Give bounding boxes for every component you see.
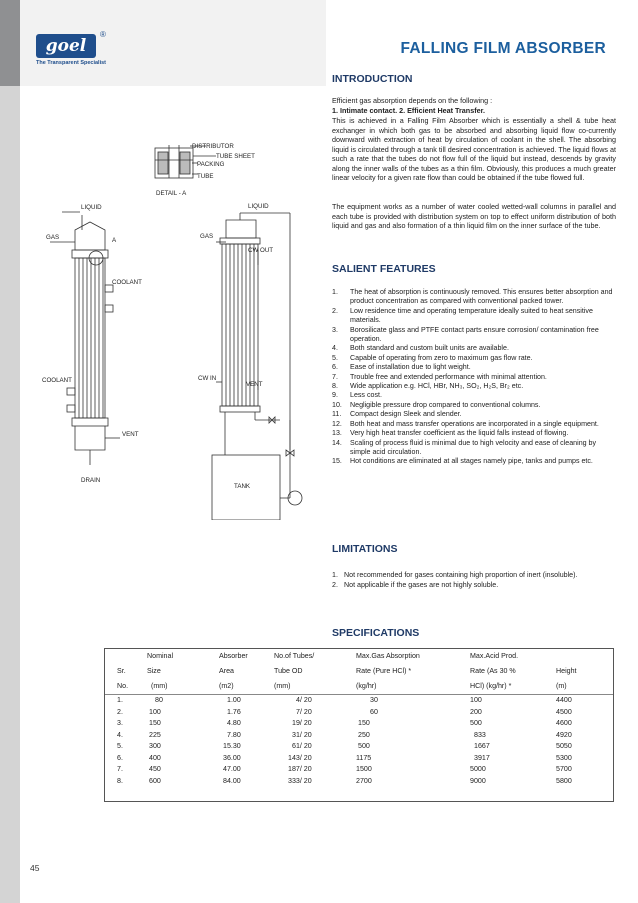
item-text: Not recommended for gases containing high proportion of inert (insoluble). [344, 571, 578, 579]
right-absorber-drawing [212, 213, 302, 520]
table-cell: 7. [117, 765, 123, 773]
list-item [332, 373, 616, 382]
item-number: 2. [332, 306, 338, 315]
label-cw-out: CW OUT [248, 247, 274, 254]
table-cell: 15.30 [223, 742, 241, 750]
label-drain: DRAIN [81, 477, 101, 484]
header-cell: (mm) [151, 682, 168, 690]
table-cell: 5700 [556, 765, 572, 773]
item-number: 7. [332, 372, 338, 381]
table-header-row [105, 664, 613, 679]
label-vent-left: VENT [122, 431, 139, 438]
item-number: 9. [332, 391, 338, 400]
table-cell: 7.80 [227, 730, 241, 739]
table-cell: 450 [149, 765, 161, 773]
list-item [332, 363, 616, 372]
table-cell: 4.80 [227, 719, 241, 727]
table-cell: 100 [470, 696, 482, 704]
item-text: Less cost. [350, 391, 382, 400]
item-number: 6. [332, 363, 338, 372]
header-cell: (mm) [274, 682, 291, 690]
table-cell: 4920 [556, 730, 572, 739]
introduction-points: 1. Intimate contact. 2. Efficient Heat Transfer. [332, 106, 485, 115]
item-number: 5. [332, 353, 338, 362]
header-cell: (kg/hr) [356, 682, 377, 690]
table-cell: 60 [370, 707, 378, 716]
item-text: Both standard and custom built units are available. [350, 344, 509, 353]
brand-tagline: The Transparent Specialist [36, 60, 106, 66]
item-text: Trouble free and extended performance with minimal attention. [350, 372, 547, 381]
list-item [332, 307, 616, 326]
specifications-table [105, 649, 613, 787]
label-detail-a: DETAIL - A [156, 190, 187, 197]
table-cell: 500 [470, 719, 482, 727]
table-cell: 36.00 [223, 753, 241, 762]
label-coolant-bottom: COOLANT [42, 377, 72, 384]
table-cell: 31/ 20 [292, 730, 312, 739]
table-cell: 3917 [474, 753, 490, 762]
table-cell: 300 [149, 742, 161, 750]
features-heading: SALIENT FEATURES [332, 263, 436, 275]
table-cell: 80 [155, 696, 163, 704]
item-number: 4. [332, 344, 338, 353]
label-tube-sheet: TUBE SHEET [216, 153, 255, 160]
sidebar-accent [0, 0, 20, 86]
item-number: 11. [332, 410, 342, 419]
header-cell: Max.Gas Absorption [356, 652, 420, 660]
header-cell: Tube OD [274, 667, 303, 675]
label-cw-in: CW IN [198, 375, 217, 382]
table-row [105, 753, 613, 765]
header-cell: Rate (Pure HCl) * [356, 667, 412, 675]
header-cell: Absorber [219, 652, 248, 660]
limitations-heading: LIMITATIONS [332, 543, 398, 555]
list-item [332, 401, 616, 410]
table-row [105, 730, 613, 742]
item-number: 3. [332, 325, 338, 334]
item-text: The heat of absorption is continuously removed. This ensures better absorption and product concentration as compared with conventional packed tower. [350, 288, 613, 306]
table-cell: 30 [370, 696, 378, 704]
company-logo [36, 30, 106, 58]
table-cell: 3. [117, 719, 123, 727]
header-cell [556, 649, 613, 664]
table-cell: 4400 [556, 696, 572, 704]
sidebar-strip [0, 0, 20, 903]
table-cell: 100 [149, 707, 161, 716]
table-cell: 187/ 20 [288, 765, 312, 773]
header-cell: (m2) [219, 682, 234, 690]
page-number: 45 [30, 863, 40, 873]
header-cell [105, 649, 147, 664]
table-cell: 1175 [356, 753, 372, 762]
item-number: 10. [332, 400, 342, 409]
label-distributor: DISTRIBUTOR [192, 143, 234, 150]
table-row [105, 764, 613, 776]
list-item [332, 570, 622, 580]
table-cell: 47.00 [223, 765, 241, 773]
list-item [332, 429, 616, 438]
table-cell: 19/ 20 [292, 719, 312, 727]
item-text: Borosilicate glass and PTFE contact parts ensure corrosion/ contamination free operation. [350, 325, 599, 344]
table-cell: 250 [358, 730, 370, 739]
item-number: 2. [332, 581, 338, 589]
registered-mark: ® [100, 30, 106, 39]
introduction-paragraph-1: This is achieved in a Falling Film Absorber which is essentially a shell & tube heat exchanger in which both gas to be absorbed and absorbing liquid flow co-currently downward with extraction of heat by circulation of coolant in the shell. The absorbing liquid is circulated through a tank till desired concentration is achieved. The liquid flows at such a rate that the tubes do not flow full of the liquid but instead, descends by gravity along the inner walls of the tubes as a thin film. Obviously, this produces a much greater linear velocity for a given rate flow than could be obtained if the tube flowed full. [332, 116, 616, 182]
item-text: Very high heat transfer coefficient as the liquid falls instead of flowing. [350, 429, 569, 438]
item-text: Capable of operating from zero to maximum gas flow rate. [350, 353, 533, 362]
item-text: Wide application e.g. HCl, HBr, NH₃, SO₂, H₂S, Br₂ etc. [350, 382, 524, 391]
specifications-heading: SPECIFICATIONS [332, 627, 420, 639]
label-a: A [112, 237, 117, 244]
item-text: Low residence time and operating temperature ideally suited to heat sensitive materials. [350, 306, 593, 325]
header-cell: No.of Tubes/ [274, 652, 315, 660]
table-cell: 5000 [470, 765, 486, 773]
item-number: 14. [332, 438, 342, 447]
label-packing: PACKING [197, 161, 225, 168]
absorber-diagram [20, 120, 320, 520]
label-gas-left: GAS [46, 234, 60, 241]
table-cell: 1667 [474, 742, 490, 750]
features-list [332, 288, 616, 467]
introduction-heading: INTRODUCTION [332, 73, 413, 85]
table-cell: 5. [117, 742, 123, 750]
list-item [332, 439, 616, 458]
table-cell: 5050 [556, 742, 572, 750]
limitations-list [332, 570, 622, 590]
table-cell: 1.00 [227, 696, 241, 704]
item-number: 15. [332, 457, 342, 466]
table-cell: 150 [149, 719, 161, 727]
item-number: 13. [332, 429, 342, 438]
table-cell: 8. [117, 776, 123, 785]
item-number: 1. [332, 571, 338, 579]
table-cell: 333/ 20 [288, 776, 312, 785]
table-cell: 2700 [356, 776, 372, 785]
list-item [332, 391, 616, 400]
item-text: Not applicable if the gases are not highly soluble. [344, 581, 499, 589]
list-item [332, 354, 616, 363]
table-cell: 500 [358, 742, 370, 750]
table-cell: 9000 [470, 776, 486, 785]
page-title: FALLING FILM ABSORBER [400, 40, 606, 57]
table-row [105, 776, 613, 788]
list-item [332, 580, 622, 590]
header-cell: (m) [556, 682, 567, 690]
label-tube: TUBE [197, 173, 214, 180]
table-cell: 4600 [556, 719, 572, 727]
list-item [332, 457, 616, 466]
table-header-row [105, 679, 613, 694]
introduction-paragraph-2: The equipment works as a number of water cooled wetted-wall columns in parallel and each tube is provided with distribution system on top to effect uniform distribution of both liquid and gas and also formation of a thin liquid film on the inner surface of the tube. [332, 202, 616, 230]
table-cell: 1. [117, 696, 123, 704]
table-cell: 84.00 [223, 776, 241, 785]
header-cell: Sr. [117, 667, 126, 675]
table-cell: 1500 [356, 765, 372, 773]
label-coolant-top: COOLANT [112, 279, 142, 286]
left-absorber-drawing [50, 212, 120, 465]
table-cell: 600 [149, 776, 161, 785]
table-cell: 5800 [556, 776, 572, 785]
item-number: 12. [332, 419, 342, 428]
table-header-row [105, 649, 613, 664]
table-cell: 6. [117, 753, 123, 762]
table-cell: 833 [474, 730, 486, 739]
table-cell: 143/ 20 [288, 753, 312, 762]
table-cell: 225 [149, 730, 161, 739]
item-text: Scaling of process fluid is minimal due to high velocity and ease of cleaning by simple acid circulation. [350, 438, 597, 456]
label-liquid-left: LIQUID [81, 204, 102, 211]
table-cell: 61/ 20 [292, 742, 312, 750]
label-vent-right: VENT [246, 381, 263, 388]
table-cell: 1.76 [227, 707, 241, 716]
item-number: 8. [332, 382, 338, 391]
specifications-table-frame [104, 648, 614, 802]
logo-wordmark: goel [36, 34, 96, 58]
table-cell: 2. [117, 707, 123, 716]
table-cell: 150 [358, 719, 370, 727]
label-gas-right: GAS [200, 233, 214, 240]
table-row [105, 695, 613, 707]
header-cell: No. [117, 682, 129, 690]
list-item [332, 344, 616, 353]
item-text: Both heat and mass transfer operations are incorporated in a single equipment. [350, 419, 599, 428]
label-tank: TANK [234, 483, 251, 490]
table-row [105, 741, 613, 753]
item-text: Negligible pressure drop compared to conventional columns. [350, 400, 541, 409]
list-item [332, 420, 616, 429]
header-cell: Nominal [147, 652, 174, 660]
list-item [332, 382, 616, 391]
table-cell: 5300 [556, 753, 572, 762]
table-cell: 4/ 20 [296, 696, 312, 704]
introduction-lead: Efficient gas absorption depends on the following : [332, 96, 493, 105]
list-item [332, 288, 616, 307]
item-text: Ease of installation due to light weight. [350, 363, 471, 372]
header-cell: Rate (As 30 % [470, 667, 516, 675]
item-number: 1. [332, 288, 338, 296]
item-text: Hot conditions are eliminated at all stages namely pipe, tanks and pumps etc. [350, 457, 593, 466]
table-row [105, 707, 613, 719]
header-cell: Height [556, 667, 577, 675]
item-text: Compact design Sleek and slender. [350, 410, 462, 419]
table-cell: 4. [117, 730, 123, 739]
table-cell: 7/ 20 [296, 707, 312, 716]
table-cell: 4500 [556, 707, 572, 716]
table-row [105, 718, 613, 730]
table-cell: 200 [470, 707, 482, 716]
header-cell: Max.Acid Prod. [470, 652, 519, 660]
label-liquid-right: LIQUID [248, 203, 269, 210]
header-cell: Size [147, 667, 161, 675]
table-cell: 400 [149, 753, 161, 762]
list-item [332, 326, 616, 345]
list-item [332, 410, 616, 419]
header-cell: Area [219, 667, 234, 675]
header-cell: HCl) (kg/hr) * [470, 682, 512, 690]
